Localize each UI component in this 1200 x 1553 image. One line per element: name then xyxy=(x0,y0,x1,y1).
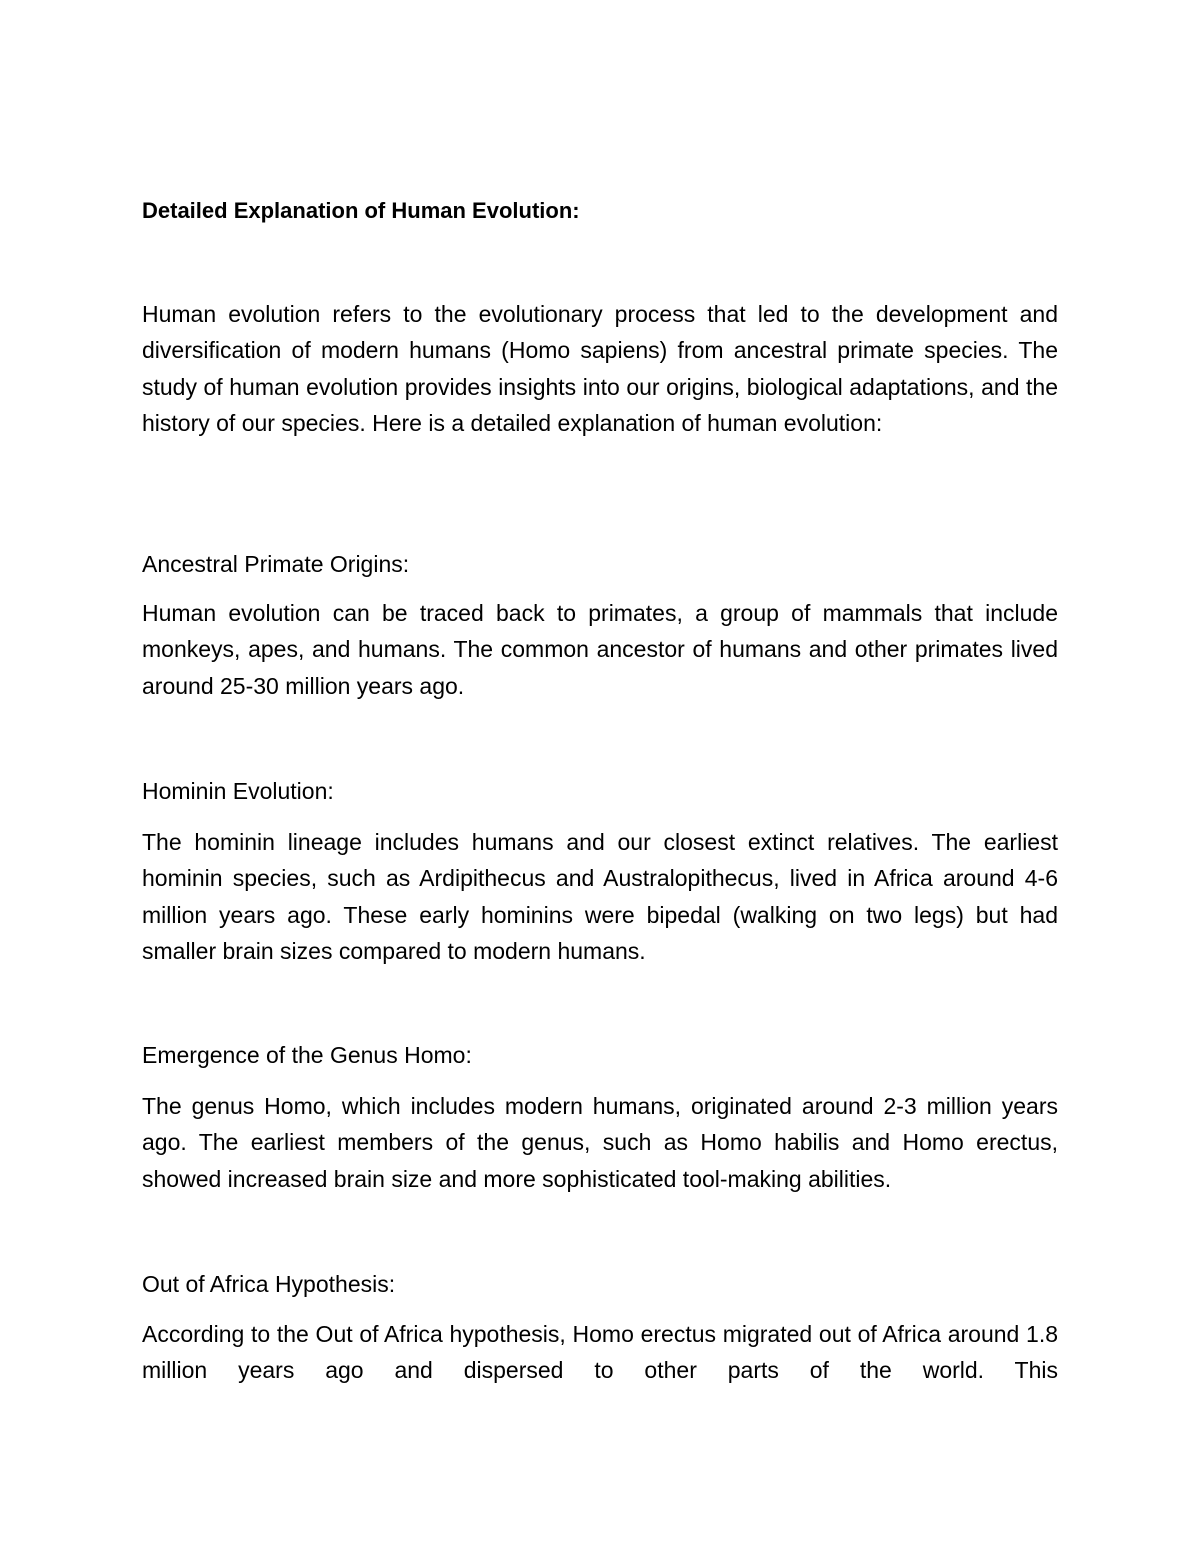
document-page xyxy=(142,0,1058,1553)
document-title: Detailed Explanation of Human Evolution: xyxy=(142,198,580,223)
section-heading-out-of-africa: Out of Africa Hypothesis: xyxy=(142,1271,396,1297)
section-heading-hominin-evolution: Hominin Evolution: xyxy=(142,778,334,804)
section-body-out-of-africa: According to the Out of Africa hypothesis, Homo erectus migrated out of Africa around 1.8 million years ago and dispersed to other parts of the world. This xyxy=(142,1321,1058,1384)
intro-paragraph: Human evolution refers to the evolutionary process that led to the development and diversification of modern humans (Homo sapiens) from ancestral primate species. The study of human evolution provides insights into our origins, biological adaptations, and the history of our species. Here is a detailed explanation of human evolution: xyxy=(142,301,1058,437)
section-body-genus-homo: The genus Homo, which includes modern humans, originated around 2-3 million years ago. The earliest members of the genus, such as Homo habilis and Homo erectus, showed increased brain size and more sophisticated tool-making abilities. xyxy=(142,1093,1058,1192)
section-heading-ancestral-primate-origins: Ancestral Primate Origins: xyxy=(142,551,410,577)
section-heading-genus-homo: Emergence of the Genus Homo: xyxy=(142,1042,472,1068)
section-body-ancestral-primate-origins: Human evolution can be traced back to primates, a group of mammals that include monkeys, apes, and humans. The common ancestor of humans and other primates lived around 25-30 million years ago. xyxy=(142,600,1058,699)
section-body-hominin-evolution: The hominin lineage includes humans and our closest extinct relatives. The earliest hominin species, such as Ardipithecus and Australopithecus, lived in Africa around 4-6 million years ago. These early hominins were bipedal (walking on two legs) but had smaller brain sizes compared to modern humans. xyxy=(142,829,1058,965)
